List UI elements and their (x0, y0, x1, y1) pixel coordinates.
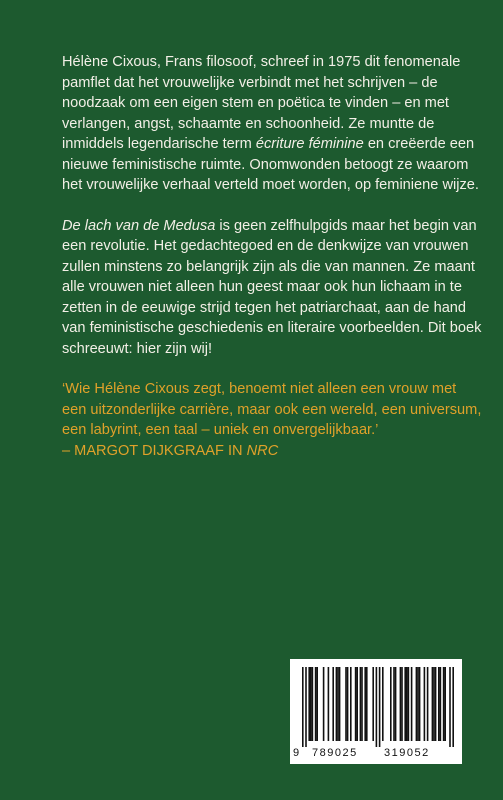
barcode-bars (290, 659, 462, 749)
barcode-bar (360, 667, 362, 741)
barcode-bar (312, 667, 314, 741)
barcode-bar (336, 667, 338, 741)
barcode-bar (302, 667, 304, 747)
term-ecriture-feminine: écriture féminine (255, 136, 364, 152)
barcode-bar (416, 667, 418, 741)
barcode-bar (310, 667, 312, 741)
barcode-bar (435, 667, 437, 741)
blurb-paragraph-2-text: is geen zelfhulpgids maar het begin van een revolutie. Het gedachtegoed en de denkwijze van vrouwen zullen minstens zo belangrijk zijn als die van mannen. Ze maant alle vrouwen niet alleen hun geest maar ook hun lichaam in te zetten in de eeuwige strijd tegen het patriarchaat, aan de hand van feministische geschiedenis en literaire voorbeelden. Dit boek schreeuwt: hier zijn wij! (62, 217, 482, 357)
barcode-bar (316, 667, 318, 741)
barcode-bar (449, 667, 451, 747)
barcode-bar (372, 667, 374, 741)
barcode-bar (444, 667, 446, 741)
barcode-bar (345, 667, 347, 741)
isbn-digit-first: 9 (293, 747, 300, 759)
blurb-paragraph-1-text-a: Hélène Cixous, Frans filosoof, schreef in 1975 dit fenomenale pamflet dat het vrouwelijke verbindt met het schrijven – de noodzaak om een eigen stem en poëtica te vinden – en met verlangen, angst, schaamte en schoonheid. Ze muntte de inmiddels legendarische term (62, 54, 461, 152)
barcode-bar (419, 667, 421, 741)
barcode-bar (440, 667, 442, 741)
barcode-bar (411, 667, 413, 741)
barcode-bar (339, 667, 341, 741)
isbn-digits (290, 745, 462, 763)
review-quote (62, 379, 482, 461)
barcode-bar (308, 667, 310, 741)
barcode-bar (406, 667, 408, 741)
review-quote-text: ‘Wie Hélène Cixous zegt, benoemt niet alleen een vrouw met een uitzonderlijke carrière, maar ook een wereld, een universum, een labyrint, een taal – uniek en onvergelijkbaar.’ (62, 381, 482, 438)
barcode-bar (393, 667, 395, 741)
review-source: NRC (246, 442, 279, 459)
barcode-bar (376, 667, 378, 747)
barcode-bar (438, 667, 440, 741)
barcode-bar (328, 667, 330, 741)
isbn-digits-left: 789025 (312, 747, 358, 759)
barcode-bar (408, 667, 410, 741)
barcode-bar (315, 667, 317, 741)
barcode-bar (390, 667, 392, 741)
blurb-paragraph-2 (62, 216, 482, 360)
book-title-reference: De lach van de Medusa (62, 217, 216, 234)
barcode-bar (337, 667, 339, 741)
barcode-bar (379, 667, 381, 747)
isbn-digits-right: 319052 (384, 747, 430, 759)
review-attribution: – MARGOT DIJKGRAAF IN (62, 442, 247, 459)
barcode-bar (366, 667, 368, 741)
barcode-bar (347, 667, 349, 741)
barcode-bar (356, 667, 358, 741)
barcode-bar (364, 667, 366, 741)
barcode-bar (350, 667, 352, 741)
barcode-bar (395, 667, 397, 741)
barcode-bar (417, 667, 419, 741)
barcode-bar (400, 667, 402, 741)
barcode-bar (404, 667, 406, 741)
barcode-bar (382, 667, 384, 741)
blurb-paragraph-1 (62, 52, 482, 196)
barcode-bar (355, 667, 357, 741)
blurb-paragraph-1-text-b: en creëerde een nieuwe feministische ruimte. Onomwonden betoogt ze waarom het vrouwelijke verhaal verteld moet worden, op feminiene wijze. (62, 136, 479, 193)
barcode-bar (401, 667, 403, 741)
barcode-bar (323, 667, 325, 741)
blurb (62, 52, 482, 481)
barcode-bar (305, 667, 307, 747)
barcode-bar (433, 667, 435, 741)
barcode-bar (424, 667, 426, 741)
barcode-bar (332, 667, 334, 741)
barcode-bar (432, 667, 434, 741)
barcode-bar (427, 667, 429, 741)
barcode-bar (361, 667, 363, 741)
barcode-bar (443, 667, 445, 741)
barcode-bar (452, 667, 454, 747)
isbn-barcode (290, 659, 462, 764)
